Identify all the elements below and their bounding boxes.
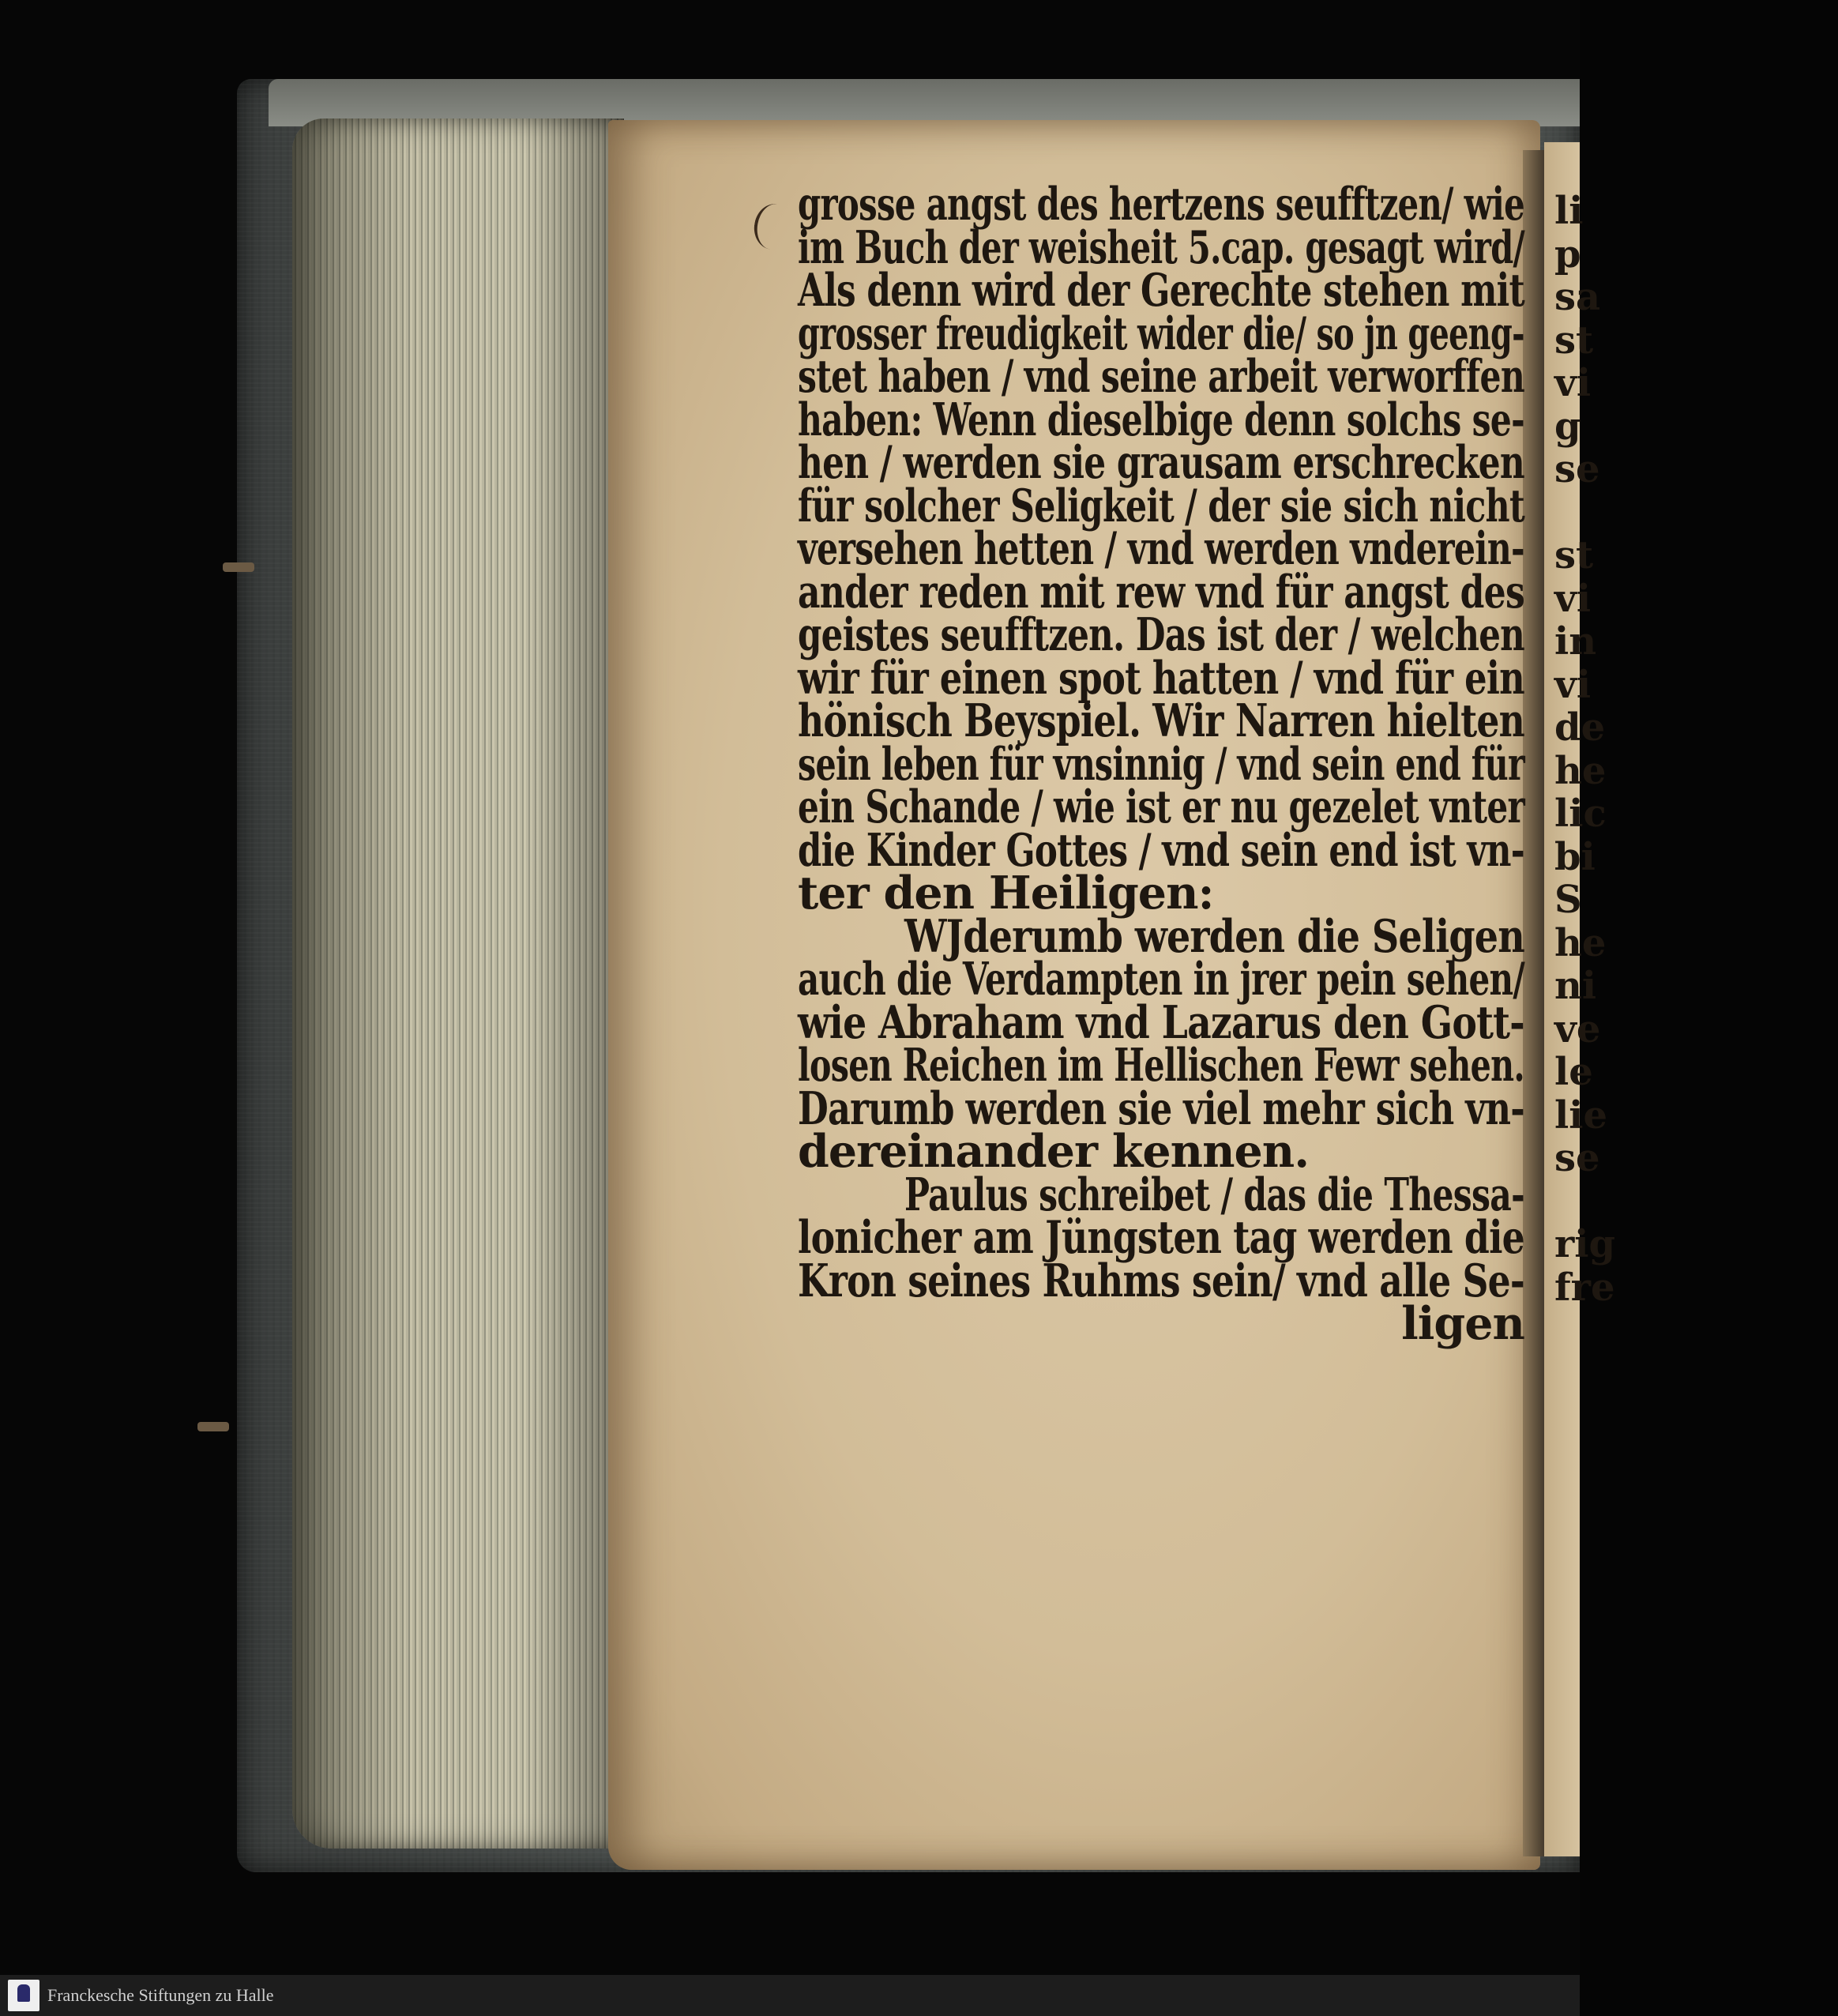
text-line: geistes seufftzen. Das ist der / welchen (798, 608, 1524, 661)
text-line: Kron seines Ruhms sein/ vnd alle Se- (798, 1254, 1524, 1307)
text-line: grosser freudigkeit wider die/ so jn geeng- (798, 307, 1524, 360)
facing-fragment: vi (1554, 576, 1592, 621)
text-line: Paulus schreibet / das die Thessa- (904, 1168, 1524, 1221)
text-line: ein Schande / wie ist er nu gezelet vnter (798, 780, 1524, 833)
page-block-shade (292, 118, 624, 1849)
facing-fragment: ve (1554, 1006, 1601, 1051)
text-line: lonicher am Jüngsten tag werden die (798, 1211, 1524, 1264)
text-line: grosse angst des hertzens seufftzen/ wie (798, 178, 1524, 231)
text-line: Darumb werden sie viel mehr sich vn- (798, 1081, 1524, 1135)
institution-label[interactable]: Franckesche Stiftungen zu Halle (47, 1985, 274, 2005)
facing-fragment (1554, 491, 1586, 535)
facing-fragment: S (1554, 878, 1582, 922)
viewer-footer (0, 1975, 1580, 2016)
facing-fragment: lie (1554, 1093, 1608, 1138)
facing-fragment: rig (1554, 1222, 1616, 1266)
institution-logo-icon (8, 1980, 39, 2011)
text-line: wir für einen spot hatten / vnd für ein (798, 651, 1524, 705)
text-line: auch die Verdampten in jrer pein sehen/ (798, 953, 1524, 1006)
facing-fragment: vi (1554, 662, 1592, 707)
facing-fragment: he (1554, 748, 1607, 793)
text-line: ter den Heiligen: (798, 867, 1214, 920)
text-line: Als denn wird der Gerechte stehen mit (798, 264, 1524, 317)
text-line: wie Abraham vnd Lazarus den Gott- (798, 995, 1524, 1049)
facing-fragment: st (1554, 533, 1594, 577)
text-line: im Buch der weisheit 5.cap. gesagt wird/ (798, 220, 1524, 274)
facing-page-text (1554, 189, 1616, 1310)
text-line: für solcher Seligkeit / der sie sich nicht (798, 479, 1524, 532)
facing-fragment: in (1554, 619, 1597, 664)
text-line: haben: Wenn dieselbige denn solchs se- (798, 393, 1524, 446)
facing-fragment: ni (1554, 964, 1597, 1008)
facing-fragment: se (1554, 447, 1600, 491)
facing-fragment: de (1554, 705, 1606, 750)
text-line: hen / werden sie grausam erschrecken (798, 436, 1524, 489)
text-line: stet haben / vnd seine arbeit verworffen (798, 350, 1524, 403)
text-line: losen Reichen im Hellischen Fewr sehen. (798, 1039, 1524, 1092)
page-block (292, 118, 624, 1849)
facing-fragment: sa (1554, 275, 1601, 319)
facing-fragment: se (1554, 1136, 1600, 1180)
facing-fragment: fre (1554, 1265, 1615, 1310)
text-line: hönisch Beyspiel. Wir Narren hielten (798, 694, 1524, 747)
facing-fragment: le (1554, 1050, 1593, 1094)
page-gutter (1523, 150, 1547, 1856)
facing-fragment: bi (1554, 834, 1596, 879)
facing-fragment: he (1554, 920, 1607, 965)
text-line: die Kinder Gottes / vnd sein end ist vn- (798, 823, 1524, 877)
facing-fragment: vi (1554, 361, 1592, 405)
facing-fragment: st (1554, 318, 1594, 363)
facing-fragment: lic (1554, 792, 1607, 836)
clasp-lower (197, 1422, 229, 1431)
text-line: ander reden mit rew vnd für angst des (798, 565, 1524, 619)
facing-fragment (1554, 1180, 1586, 1224)
text-line: sein leben für vnsinnig / vnd sein end für (798, 737, 1524, 791)
facing-fragment: g (1554, 404, 1581, 449)
catchword: ligen (1401, 1297, 1524, 1350)
facing-fragment: li (1554, 189, 1584, 233)
clasp-upper (223, 562, 254, 572)
facing-fragment: p (1554, 231, 1581, 276)
text-line: WJderumb werden die Seligen (904, 909, 1524, 963)
text-line: versehen hetten / vnd werden vnderein- (798, 522, 1524, 575)
page-text (798, 178, 1524, 1350)
text-line: dereinander kennen. (798, 1125, 1310, 1178)
